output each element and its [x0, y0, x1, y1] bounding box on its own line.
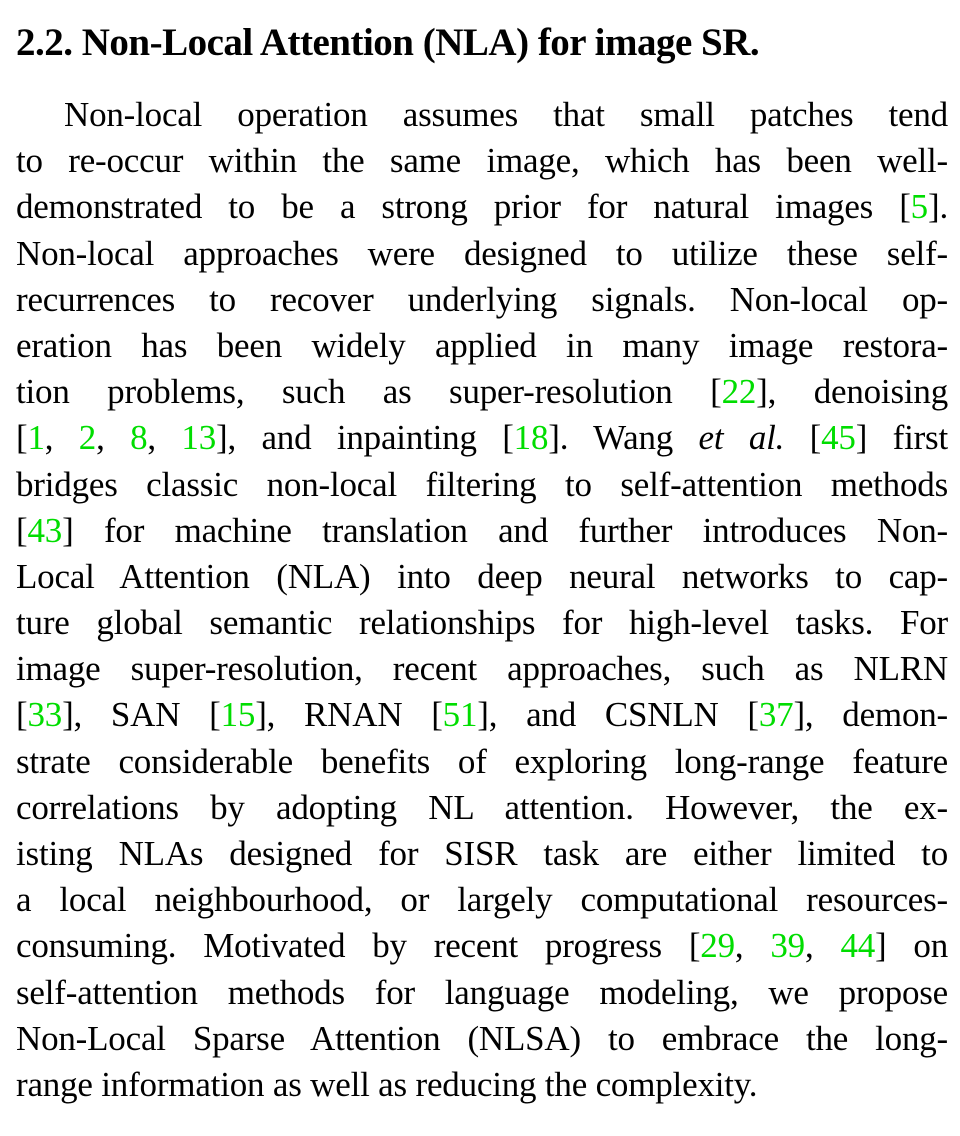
body-text: Non-local approaches were designed to utilize these self- [16, 233, 948, 273]
paragraph-line [16, 369, 948, 415]
citation-link[interactable]: 51 [442, 695, 478, 735]
body-text: image super-resolution, recent approaches, such as NLRN [16, 649, 948, 689]
paragraph-line [16, 508, 948, 554]
body-text: bridges classic non-local filtering to self-attention methods [16, 464, 948, 504]
body-text: ] first [855, 418, 948, 458]
citation-link[interactable]: 22 [721, 372, 757, 412]
body-text: range information as well as reducing the complexity. [16, 1064, 758, 1104]
paragraph-line [16, 646, 948, 692]
paragraph-line [16, 462, 948, 508]
body-text: [ [16, 695, 28, 735]
paragraph-line [16, 415, 948, 461]
citation-link[interactable]: 18 [513, 418, 549, 458]
citation-link[interactable]: 2 [78, 418, 97, 458]
paragraph-line [16, 138, 948, 184]
paragraph-line [16, 877, 948, 923]
body-text: Local Attention (NLA) into deep neural networks to cap- [16, 556, 948, 596]
body-text: , [804, 926, 841, 966]
citation-link[interactable]: 37 [758, 695, 794, 735]
body-text: self-attention methods for language modeling, we propose [16, 972, 948, 1012]
body-text: ture global semantic relationships for high-level tasks. For [16, 603, 948, 643]
body-text: ] for machine translation and further introduces Non- [62, 510, 948, 550]
paragraph-line [16, 1062, 948, 1108]
body-text: ] on [875, 926, 948, 966]
section-heading: 2.2. Non-Local Attention (NLA) for image SR. [16, 21, 760, 64]
citation-link[interactable]: 13 [181, 418, 217, 458]
citation-link[interactable]: 44 [840, 926, 876, 966]
paragraph-line [16, 692, 948, 738]
paragraph-line [16, 1016, 948, 1062]
body-text: consuming. Motivated by recent progress [ [16, 926, 701, 966]
body-text: demonstrated to be a strong prior for natural images [ [16, 187, 911, 227]
body-text: tion problems, such as super-resolution [ [16, 372, 722, 412]
body-text: eration has been widely applied in many image restora- [16, 325, 948, 365]
citation-link[interactable]: 33 [27, 695, 63, 735]
paragraph-line [16, 831, 948, 877]
citation-link[interactable]: 39 [770, 926, 805, 966]
body-text: ], RNAN [ [255, 695, 443, 735]
citation-link[interactable]: 45 [821, 418, 856, 458]
body-text: correlations by adopting NL attention. However, the ex- [16, 787, 948, 827]
body-text: strate considerable benefits of exploring long-range feature [16, 741, 948, 781]
citation-link[interactable]: 29 [700, 926, 735, 966]
citation-link[interactable]: 43 [27, 510, 63, 550]
body-text: Non-Local Sparse Attention (NLSA) to embrace the long- [16, 1018, 948, 1058]
body-text: ]. [927, 187, 948, 227]
body-text: ], denoising [756, 372, 948, 412]
body-text: ], demon- [793, 695, 948, 735]
body-text: to re-occur within the same image, which has been well- [16, 141, 948, 181]
citation-link[interactable]: 8 [130, 418, 148, 458]
paragraph-line [16, 92, 948, 138]
body-text: , [147, 418, 182, 458]
body-text: ]. Wang [548, 418, 699, 458]
body-text: isting NLAs designed for SISR task are either limited to [16, 834, 948, 873]
paragraph-line [16, 970, 948, 1016]
citation-link[interactable]: 1 [27, 418, 45, 458]
paragraph-line [16, 554, 948, 600]
body-text: , [96, 418, 131, 458]
body-text: ], SAN [ [62, 695, 221, 735]
body-text: ], and inpainting [ [216, 418, 514, 458]
paragraph-line [16, 739, 948, 785]
paragraph-line [16, 184, 948, 230]
section-paragraph [16, 92, 948, 1108]
body-text: [ [784, 418, 822, 458]
body-text: ], and CSNLN [ [477, 695, 759, 735]
italic-et-al-text: et al. [698, 418, 785, 458]
citation-link[interactable]: 5 [910, 187, 928, 227]
paragraph-line [16, 277, 948, 323]
body-text: [ [16, 510, 28, 550]
paragraph-line [16, 600, 948, 646]
paragraph-line [16, 923, 948, 969]
body-text: , [44, 418, 79, 458]
paragraph-line [16, 785, 948, 831]
body-text: [ [16, 418, 28, 458]
paragraph-line [16, 323, 948, 369]
body-text: , [734, 926, 771, 966]
body-text: recurrences to recover underlying signals. Non-local op- [16, 279, 948, 319]
body-text: Non-local operation assumes that small patches tend [64, 95, 948, 134]
body-text: a local neighbourhood, or largely computational resources- [16, 880, 948, 920]
paragraph-line [16, 231, 948, 277]
citation-link[interactable]: 15 [220, 695, 256, 735]
